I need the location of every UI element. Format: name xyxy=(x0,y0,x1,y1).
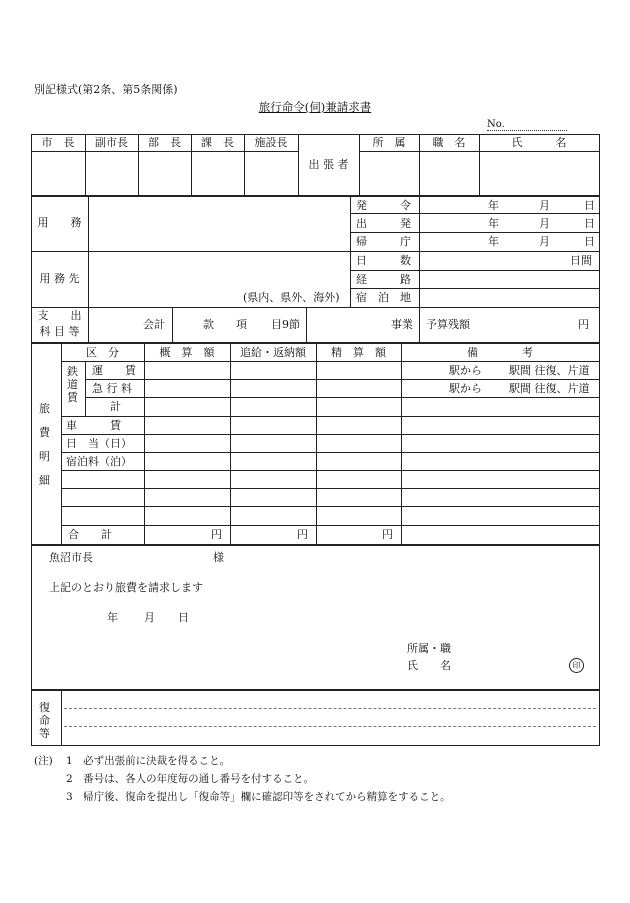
seal-icon: 印 xyxy=(569,658,584,673)
form-reference: 別記様式(第2条、第5条関係) xyxy=(34,83,178,96)
report-line-3[interactable] xyxy=(64,729,596,743)
departure-label: 出 発 xyxy=(356,217,411,230)
days-label: 日 数 xyxy=(356,254,411,267)
header-name: 氏 名 xyxy=(511,136,567,149)
report-line-2[interactable] xyxy=(64,712,596,726)
budget-kan: 款 xyxy=(203,318,214,331)
total-settlement-yen: 円 xyxy=(382,528,393,541)
days-unit: 日間 xyxy=(570,254,592,267)
note-2: 2 番号は、各人の年度毎の通し番号を付すること。 xyxy=(66,773,315,785)
header-mayor: 市 長 xyxy=(41,136,75,149)
row-daily-allowance: 日 当（日） xyxy=(66,437,132,450)
notes-prefix: (注) xyxy=(34,755,53,767)
header-position: 職 名 xyxy=(432,136,466,149)
header-facility-chief: 施設長 xyxy=(254,136,288,149)
header-affiliation: 所 属 xyxy=(372,136,406,149)
budget-kou: 項 xyxy=(236,318,247,331)
traveler-label: 出 張 者 xyxy=(308,158,349,171)
col-adjustment: 追給・返納額 xyxy=(240,346,306,359)
header-section-chief: 課 長 xyxy=(201,136,234,149)
issue-label: 発 令 xyxy=(356,199,411,212)
destination-label: 用 務 先 xyxy=(39,272,80,285)
budget-kaikei: 会計 xyxy=(143,318,165,331)
row-lodging-fee: 宿泊料（泊） xyxy=(66,455,132,468)
route-label: 経 路 xyxy=(356,273,411,286)
header-director: 部 長 xyxy=(148,136,181,149)
row-express-fee: 急 行 料 xyxy=(92,382,132,395)
addressee: 魚沼市長 xyxy=(49,551,93,564)
budget-moku: 目9節 xyxy=(271,318,300,331)
row-car-fare: 車 賃 xyxy=(66,419,121,432)
row-total: 合 計 xyxy=(68,528,112,541)
purpose-label: 用 務 xyxy=(37,216,82,229)
budget-label-2: 科 目 等 xyxy=(39,325,80,338)
total-adjustment-yen: 円 xyxy=(297,528,308,541)
number-field[interactable]: No. xyxy=(487,119,567,130)
budget-yen: 円 xyxy=(578,318,589,331)
request-statement: 上記のとおり旅費を請求します xyxy=(49,581,203,594)
col-settlement: 精 算 額 xyxy=(331,346,386,359)
budget-label-1: 支 出 xyxy=(37,309,82,322)
claimant-name-label: 氏 名 xyxy=(407,659,451,672)
total-estimate-yen: 円 xyxy=(211,528,222,541)
budget-remaining-label: 予算残額 xyxy=(426,318,470,331)
affiliation-position-label: 所属・職 xyxy=(407,642,451,655)
destination-scope[interactable]: (県内、県外、海外) xyxy=(243,291,340,304)
header-deputy-mayor: 副市長 xyxy=(95,136,128,149)
note-1: 1 必ず出張前に決裁を得ること。 xyxy=(66,755,231,767)
notes xyxy=(34,752,451,806)
row-rail-subtotal: 計 xyxy=(110,400,121,413)
report-line-1[interactable] xyxy=(64,694,596,708)
col-estimate: 概 算 額 xyxy=(159,346,215,359)
form-title: 旅行命令(伺)兼請求書 xyxy=(258,100,372,114)
return-label: 帰 庁 xyxy=(356,235,411,248)
budget-jigyou: 事業 xyxy=(391,318,413,331)
lodging-label: 宿 泊 地 xyxy=(356,291,411,304)
row-fare: 運 賃 xyxy=(92,364,136,377)
col-category: 区 分 xyxy=(86,346,119,359)
honorific: 様 xyxy=(213,551,224,564)
col-remarks: 備 考 xyxy=(467,346,533,359)
note-3: 3 帰庁後、復命を提出し「復命等」欄に確認印等をされてから精算をすること。 xyxy=(66,791,451,803)
